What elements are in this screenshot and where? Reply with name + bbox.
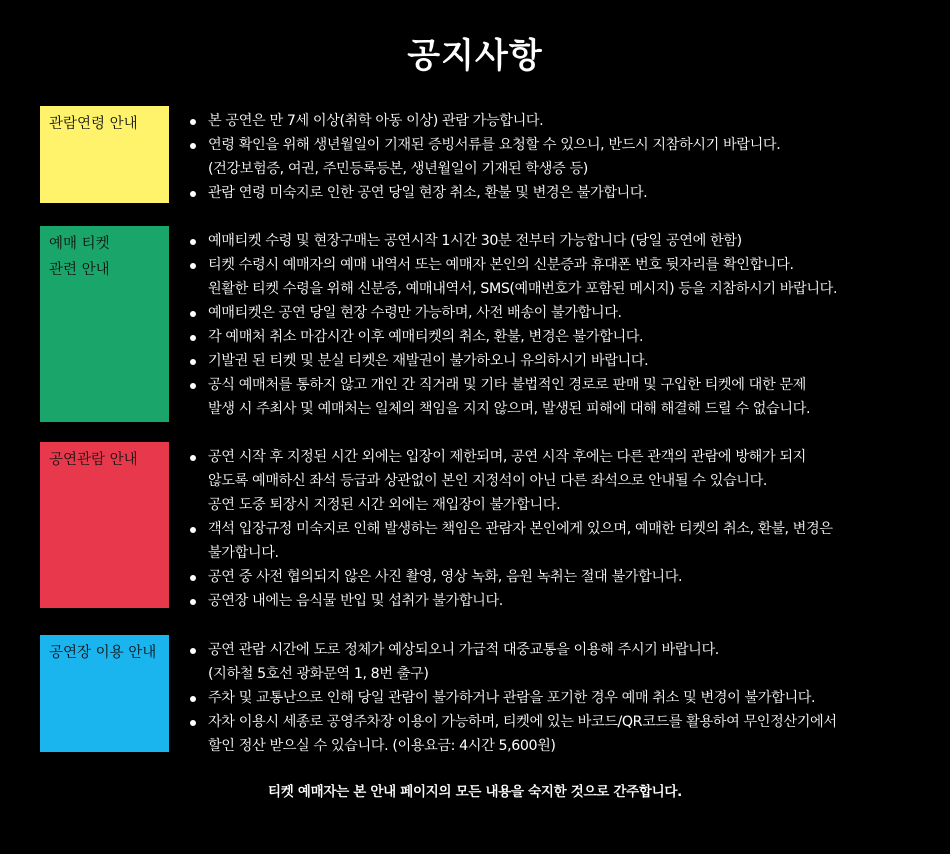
list-item-text: 원활한 티켓 수령을 위해 신분증, 예매내역서, SMS(예매번호가 포함된 메시지) 등을 지참하시기 바랍니다.	[208, 281, 838, 297]
bullet-dot-icon	[190, 599, 196, 605]
list-item	[190, 229, 837, 253]
list-item-text: 티켓 수령시 예매자의 예매 내역서 또는 예매자 본인의 신분증과 휴대폰 번호 뒷자리를 확인합니다.	[208, 257, 794, 273]
section-label: 공연장 이용 안내	[49, 645, 157, 661]
bullet-dot-icon	[190, 143, 196, 149]
list-item	[190, 301, 837, 325]
list-item	[190, 109, 780, 133]
list-item-text: 주차 및 교통난으로 인해 당일 관람이 불가하거나 관람을 포기한 경우 예매 취소 및 변경이 불가합니다.	[208, 690, 816, 706]
bullet-dot-icon	[190, 359, 196, 365]
list-item-text: 않도록 예매하신 좌석 등급과 상관없이 본인 지정석이 아닌 다른 좌석으로 안내될 수 있습니다.	[208, 473, 768, 489]
list-item	[190, 325, 837, 349]
bullet-dot-icon	[190, 119, 196, 125]
section-label-box	[40, 635, 169, 752]
section-label: 관련 안내	[49, 262, 110, 278]
list-item	[190, 373, 837, 421]
list-item	[190, 349, 837, 373]
bullet-dot-icon	[190, 383, 196, 389]
section-label: 관람연령 안내	[49, 116, 138, 132]
list-item-text: 공연 도중 퇴장시 지정된 시간 외에는 재입장이 불가합니다.	[208, 497, 561, 513]
list-item	[190, 565, 833, 589]
bullet-list	[190, 229, 837, 421]
bullet-dot-icon	[190, 648, 196, 654]
section-label: 공연관람 안내	[49, 452, 138, 468]
list-item-text: 관람 연령 미숙지로 인한 공연 당일 현장 취소, 환불 및 변경은 불가합니다.	[208, 185, 648, 201]
list-item-text: 객석 입장규정 미숙지로 인해 발생하는 책임은 관람자 본인에게 있으며, 예매한 티켓의 취소, 환불, 변경은	[208, 521, 833, 537]
list-item-text: 공연 시작 후 지정된 시간 외에는 입장이 제한되며, 공연 시작 후에는 다른 관객의 관람에 방해가 되지	[208, 449, 806, 465]
bullet-dot-icon	[190, 239, 196, 245]
list-item	[190, 638, 837, 686]
bullet-dot-icon	[190, 527, 196, 533]
bullet-dot-icon	[190, 696, 196, 702]
bullet-dot-icon	[190, 263, 196, 269]
bullet-list	[190, 638, 837, 758]
bullet-dot-icon	[190, 335, 196, 341]
section-label: 예매 티켓	[49, 236, 110, 252]
list-item-text: 공연장 내에는 음식물 반입 및 섭취가 불가합니다.	[208, 593, 503, 609]
list-item	[190, 445, 833, 517]
list-item-text: (건강보험증, 여권, 주민등록등본, 생년월일이 기재된 학생증 등)	[208, 161, 588, 177]
list-item-text: 불가합니다.	[208, 545, 279, 561]
list-item-text: 각 예매처 취소 마감시간 이후 예매티켓의 취소, 환불, 변경은 불가합니다.	[208, 329, 644, 345]
bullet-dot-icon	[190, 455, 196, 461]
list-item	[190, 710, 837, 758]
page-title: 공지사항	[407, 36, 543, 76]
list-item	[190, 589, 833, 613]
list-item-text: 본 공연은 만 7세 이상(취학 아동 이상) 관람 가능합니다.	[208, 113, 544, 129]
list-item-text: 할인 정산 받으실 수 있습니다. (이용요금: 4시간 5,600원)	[208, 738, 556, 754]
list-item-text: 예매티켓은 공연 당일 현장 수령만 가능하며, 사전 배송이 불가합니다.	[208, 305, 622, 321]
list-item	[190, 253, 837, 301]
list-item-text: 공식 예매처를 통하지 않고 개인 간 직거래 및 기타 불법적인 경로로 판매 및 구입한 티켓에 대한 문제	[208, 377, 806, 393]
list-item-text: 예매티켓 수령 및 현장구매는 공연시작 1시간 30분 전부터 가능합니다 (당일 공연에 한함)	[208, 233, 742, 249]
list-item-text: (지하철 5호선 광화문역 1, 8번 출구)	[208, 666, 429, 682]
bullet-dot-icon	[190, 191, 196, 197]
bullet-dot-icon	[190, 311, 196, 317]
list-item	[190, 181, 780, 205]
list-item-text: 공연 관람 시간에 도로 정체가 예상되오니 가급적 대중교통을 이용해 주시기 바랍니다.	[208, 642, 719, 658]
bullet-dot-icon	[190, 575, 196, 581]
section-label-box	[40, 442, 169, 608]
list-item	[190, 686, 837, 710]
footer-notice: 티켓 예매자는 본 안내 페이지의 모든 내용을 숙지한 것으로 간주합니다.	[268, 784, 682, 800]
list-item-text: 공연 중 사전 협의되지 않은 사진 촬영, 영상 녹화, 음원 녹취는 절대 불가합니다.	[208, 569, 683, 585]
list-item-text: 기발권 된 티켓 및 분실 티켓은 재발권이 불가하오니 유의하시기 바랍니다.	[208, 353, 649, 369]
list-item-text: 자차 이용시 세종로 공영주차장 이용이 가능하며, 티켓에 있는 바코드/QR코드를 활용하여 무인정산기에서	[208, 714, 837, 730]
list-item	[190, 133, 780, 181]
list-item-text: 발생 시 주최사 및 예매처는 일체의 책임을 지지 않으며, 발생된 피해에 대해 해결해 드릴 수 없습니다.	[208, 401, 811, 417]
section-label-box	[40, 106, 169, 203]
list-item	[190, 517, 833, 565]
bullet-dot-icon	[190, 720, 196, 726]
section-label-box	[40, 226, 169, 422]
bullet-list	[190, 109, 780, 205]
bullet-list	[190, 445, 833, 613]
list-item-text: 연령 확인을 위해 생년월일이 기재된 증빙서류를 요청할 수 있으니, 반드시 지참하시기 바랍니다.	[208, 137, 781, 153]
